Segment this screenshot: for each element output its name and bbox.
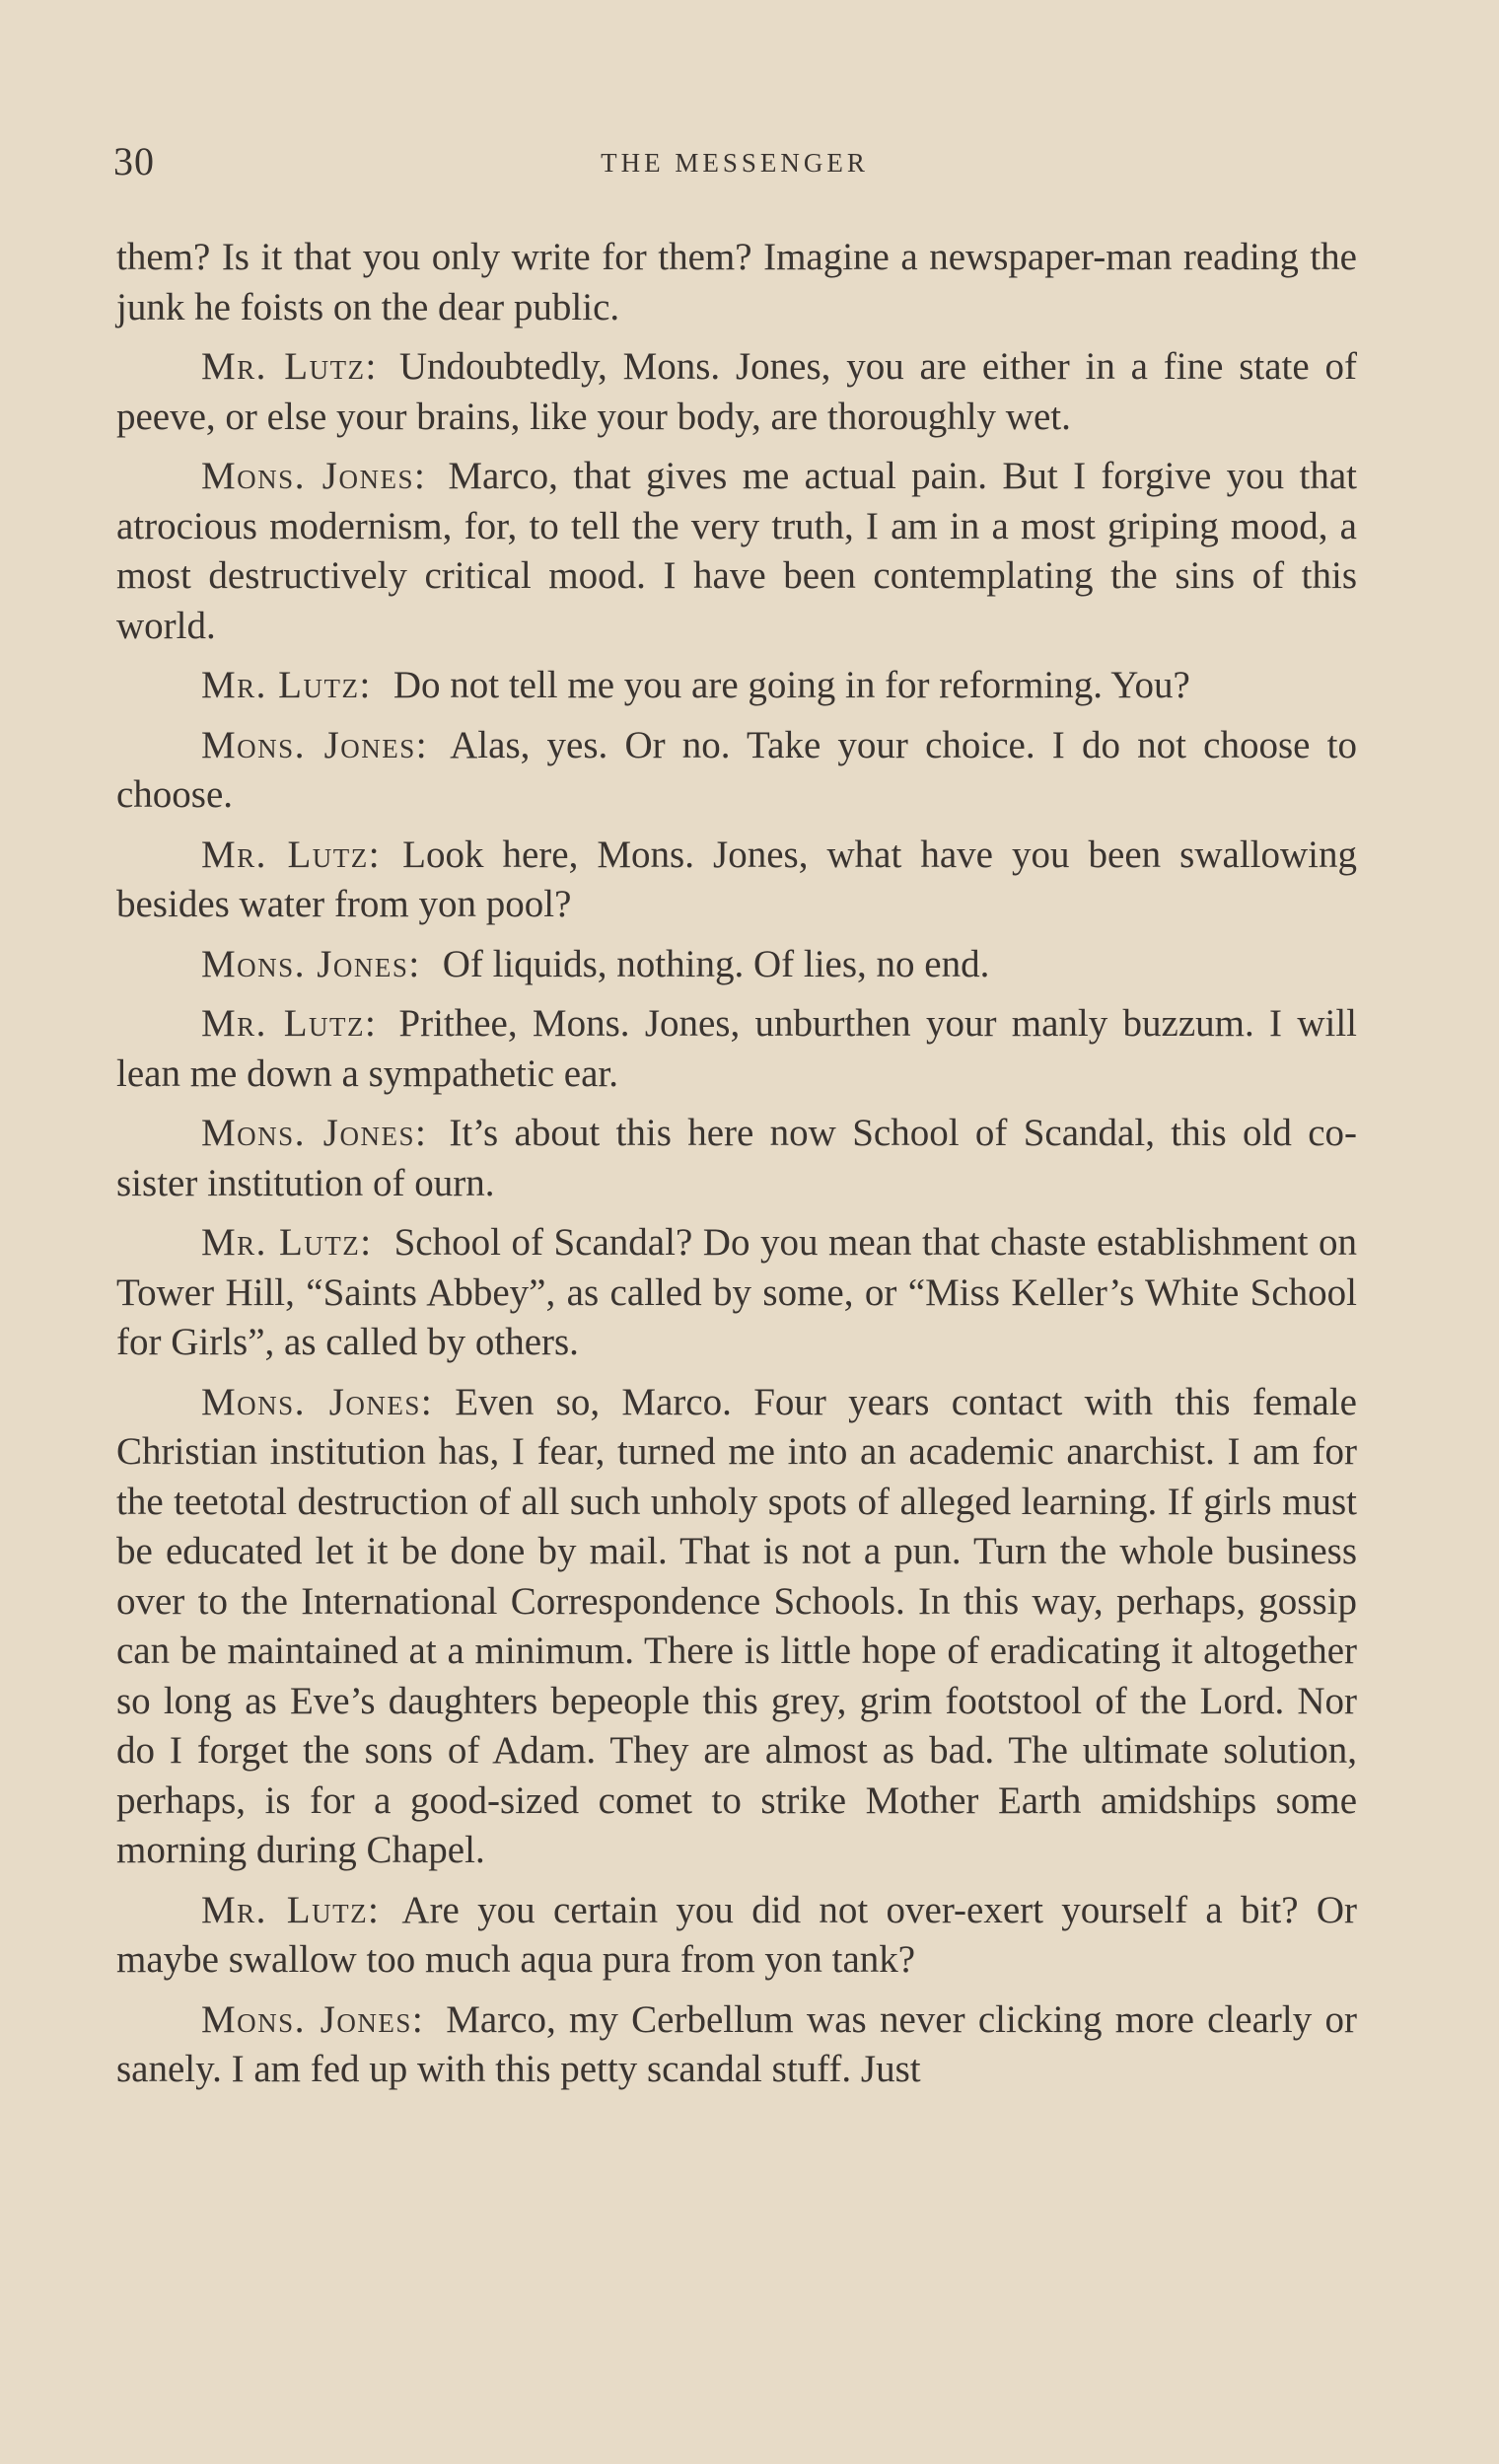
dialogue-paragraph bbox=[116, 661, 1357, 711]
running-title: THE MESSENGER bbox=[601, 148, 869, 178]
paragraph-text: Are you certain you did not over-exert yourself a bit? Or maybe swallow too much aqua pura from yon tank? bbox=[116, 1888, 1357, 1981]
speaker-name: Mons. Jones: bbox=[201, 942, 421, 985]
speaker-name: Mr. Lutz: bbox=[201, 1888, 381, 1931]
body-text bbox=[116, 233, 1357, 2105]
dialogue-paragraph bbox=[116, 1995, 1357, 2095]
speaker-name: Mons. Jones: bbox=[201, 1997, 425, 2041]
paragraph-text: Look here, Mons. Jones, what have you been swallowing besides water from yon pool? bbox=[116, 833, 1358, 925]
paragraph-text: Undoubtedly, Mons. Jones, you are either in a fine state of peeve, or else your brains, like your body, are thoroughly wet. bbox=[116, 345, 1357, 438]
page-header bbox=[113, 138, 1356, 197]
paragraph-text: Prithee, Mons. Jones, unburthen your manly buzzum. I will lean me down a sympathetic ear. bbox=[116, 1002, 1358, 1095]
dialogue-paragraph bbox=[116, 1218, 1357, 1368]
speaker-name: Mons. Jones: bbox=[201, 1380, 434, 1423]
paragraph-text: Marco, that gives me actual pain. But I forgive you that atrocious modernism, for, to tell the very truth, I am in a most griping mood, a most destructively critical mood. I have been contemplating the sins of this world. bbox=[116, 455, 1357, 647]
dialogue-paragraph bbox=[116, 1109, 1357, 1208]
speaker-name: Mons. Jones: bbox=[201, 1112, 428, 1154]
dialogue-paragraph bbox=[116, 1378, 1357, 1876]
paragraph-text: Alas, yes. Or no. Take your choice. I do not choose to choose. bbox=[116, 723, 1357, 816]
speaker-name: Mons. Jones: bbox=[201, 455, 427, 497]
paragraph-text: It’s about this here now School of Scandal, this old co-sister institution of ourn. bbox=[116, 1112, 1357, 1204]
dialogue-paragraph bbox=[116, 831, 1357, 930]
dialogue-paragraph bbox=[116, 721, 1357, 821]
paragraph-text: them? Is it that you only write for them? Imagine a newspaper-man reading the junk he foists on the dear public. bbox=[116, 236, 1357, 328]
dialogue-paragraph bbox=[116, 342, 1357, 442]
paragraph-text: School of Scandal? Do you mean that chaste establishment on Tower Hill, “Saints Abbey”, as called by some, or “Miss Keller’s White School for Girls”, as called by others. bbox=[116, 1221, 1357, 1363]
paragraph-text: Even so, Marco. Four years contact with this female Christian institution has, I fear, turned me into an academic anarchist. I am for the teetotal destruction of all such unholy spots of alleged learning. If girls must be educated let it be done by mail. That is not a pun. Turn the whole business over to the International Correspondence Schools. In this way, perhaps, gossip can be maintained at a minimum. There is little hope of eradicating it altogether so long as Eve’s daughters bepeople this grey, grim footstool of the Lord. Nor do I forget the sons of Adam. They are almost as bad. The ultimate solution, perhaps, is for a good-sized comet to strike Mother Earth amidships some morning during Chapel. bbox=[116, 1380, 1357, 1871]
paragraph bbox=[116, 233, 1357, 332]
speaker-name: Mr. Lutz: bbox=[201, 1002, 378, 1045]
dialogue-paragraph bbox=[116, 999, 1357, 1099]
speaker-name: Mons. Jones: bbox=[201, 723, 429, 766]
dialogue-paragraph bbox=[116, 1886, 1357, 1986]
speaker-name: Mr. Lutz: bbox=[201, 833, 382, 876]
speaker-name: Mr. Lutz: bbox=[201, 345, 378, 388]
paragraph-text: Of liquids, nothing. Of lies, no end. bbox=[442, 942, 990, 985]
paragraph-text: Marco, my Cerbellum was never clicking more clearly or sanely. I am fed up with this petty scandal stuff. Just bbox=[116, 1997, 1357, 2090]
speaker-name: Mr. Lutz: bbox=[201, 1221, 373, 1264]
dialogue-paragraph bbox=[116, 940, 1357, 990]
paragraph-text: Do not tell me you are going in for reforming. You? bbox=[393, 664, 1190, 706]
speaker-name: Mr. Lutz: bbox=[201, 664, 372, 706]
page-number: 30 bbox=[113, 139, 155, 183]
dialogue-paragraph bbox=[116, 452, 1357, 651]
